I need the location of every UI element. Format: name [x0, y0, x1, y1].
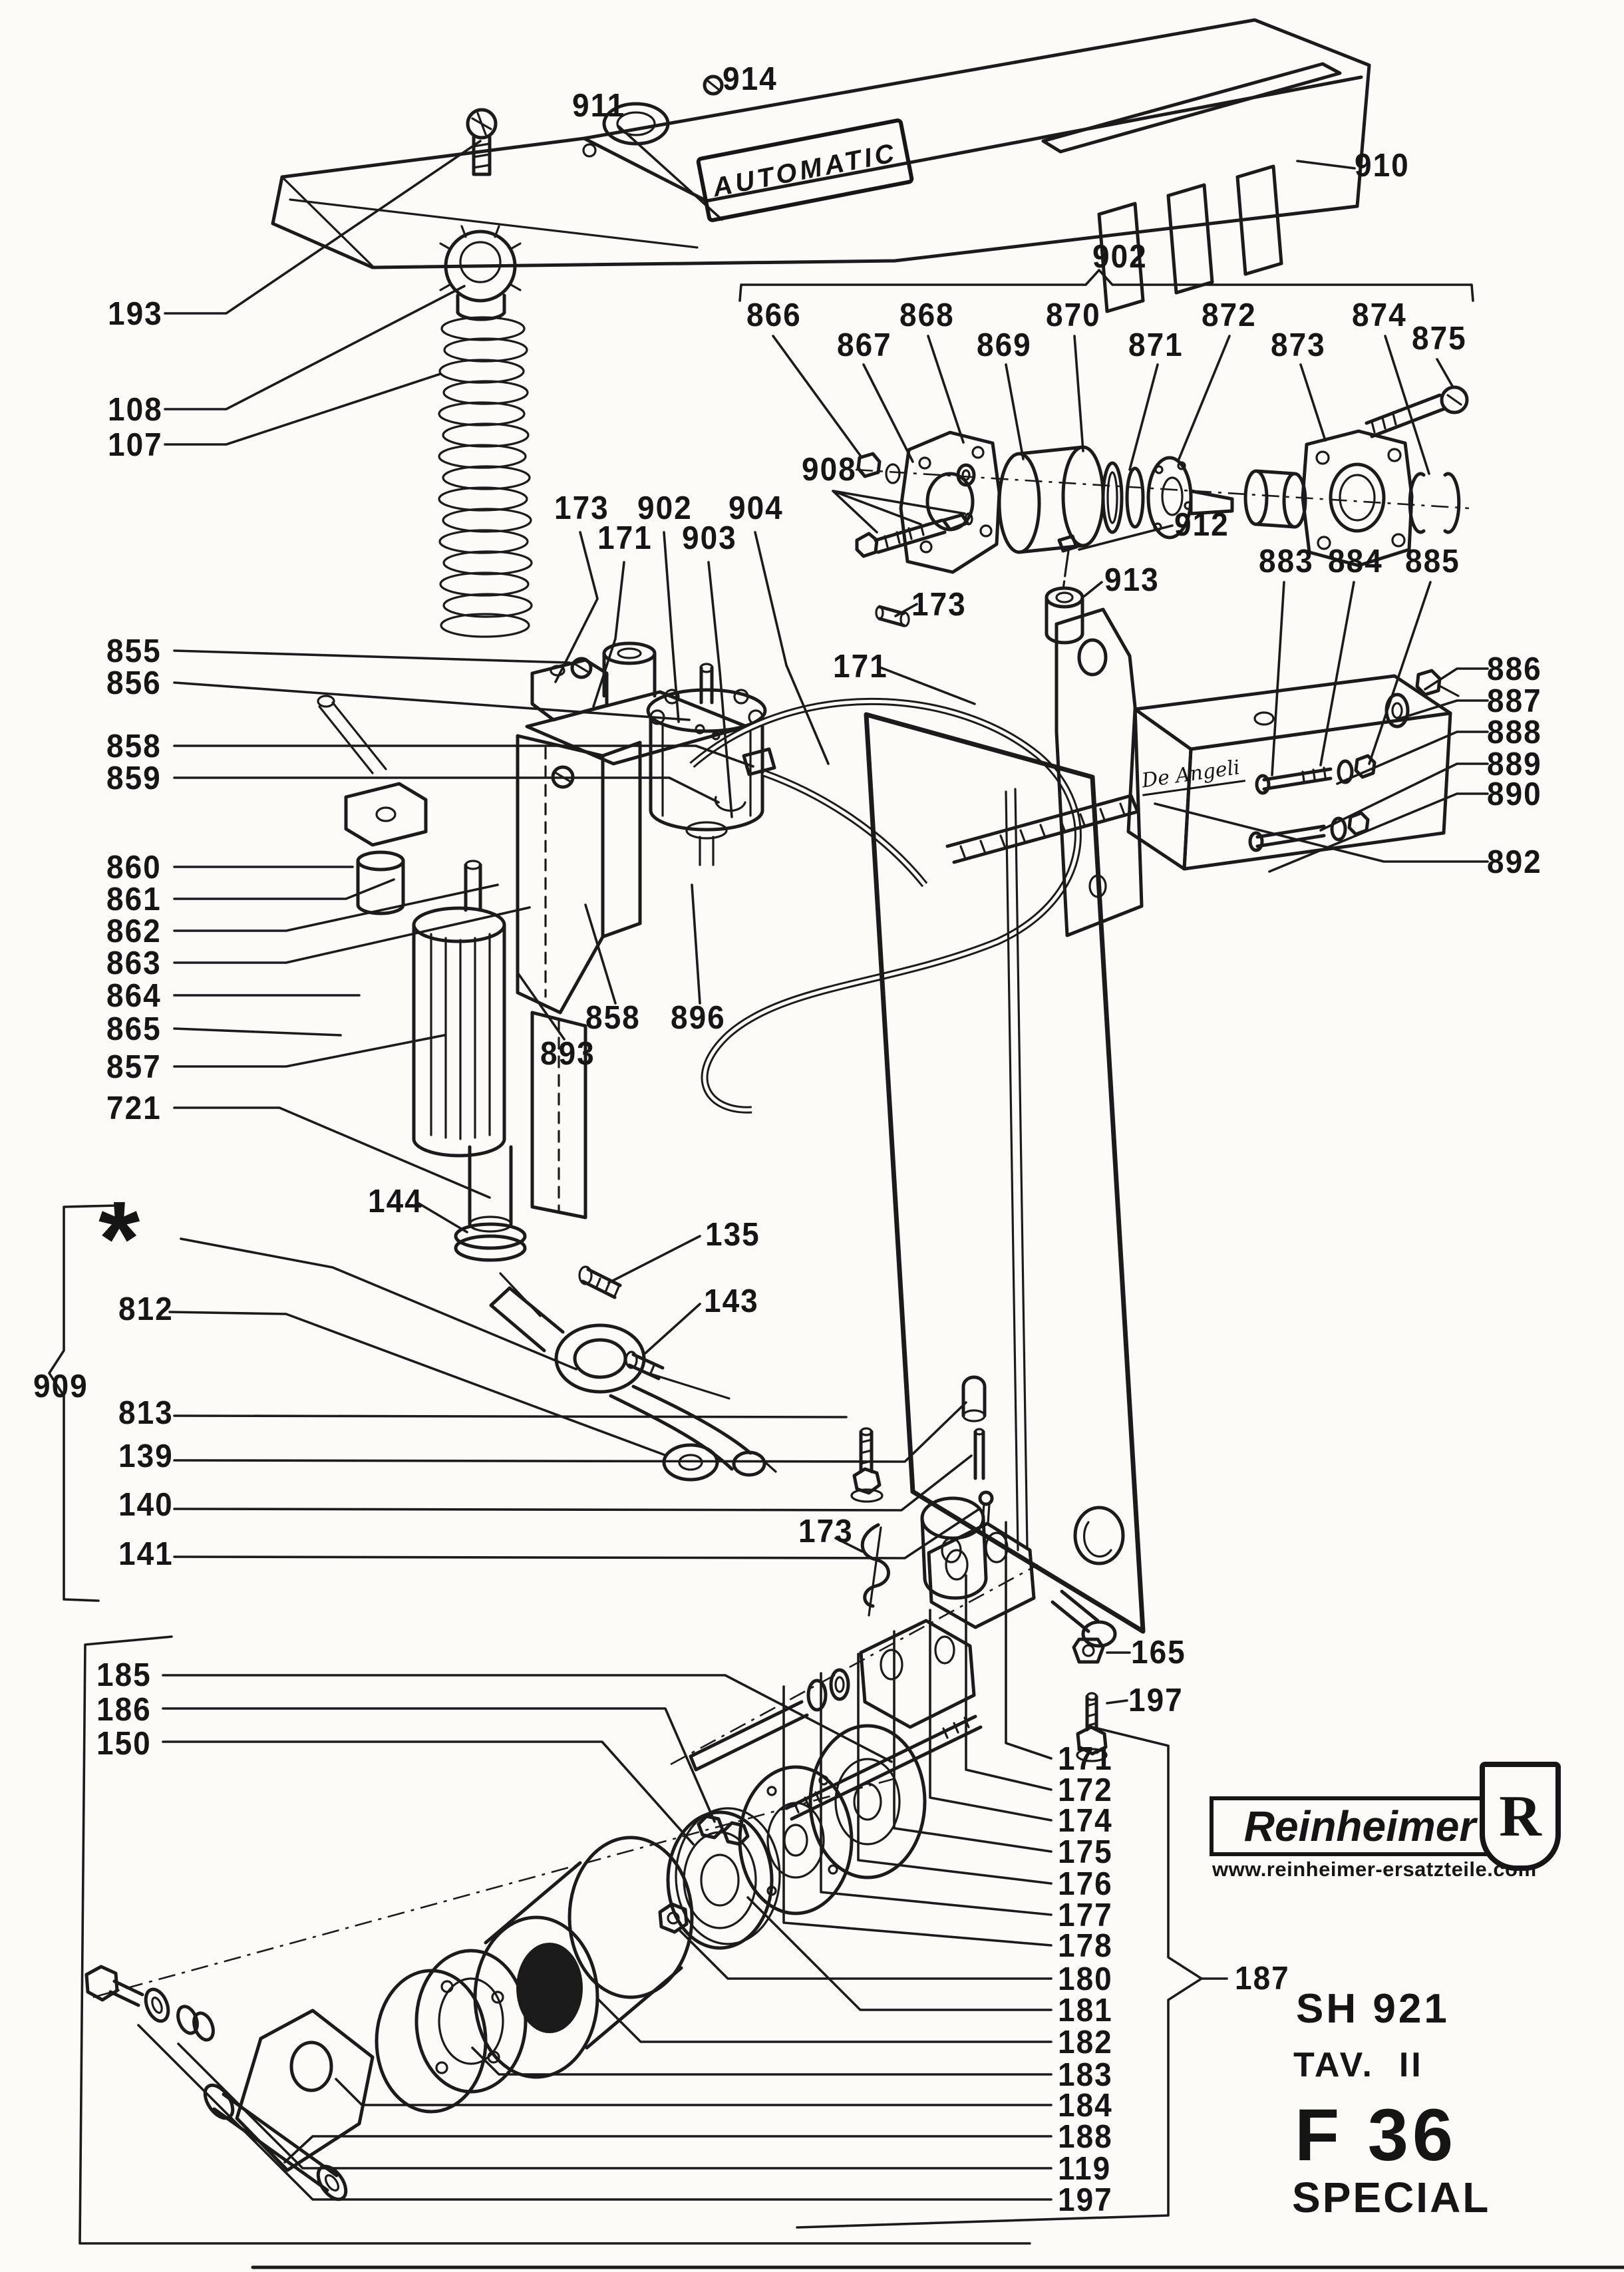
part-label-888: 888 [1487, 713, 1542, 750]
plate-number: TAV. II [1293, 2046, 1424, 2084]
part-label-912: 912 [1174, 506, 1229, 543]
part-label-175: 175 [1058, 1833, 1113, 1870]
part-label-870: 870 [1046, 296, 1101, 333]
part-label-887: 887 [1487, 682, 1542, 719]
column-spring [439, 317, 532, 637]
part-label-871: 871 [1128, 326, 1184, 363]
sheet-code: SH 921 [1296, 1986, 1450, 2032]
part-label-150: 150 [96, 1724, 152, 1762]
part-label-188: 188 [1058, 2118, 1113, 2155]
part-label-860: 860 [106, 848, 162, 886]
part-label-813: 813 [118, 1394, 174, 1431]
part-label-186: 186 [96, 1691, 152, 1728]
part-label-861: 861 [106, 880, 162, 917]
brand-website: www.reinheimer-ersatzteile.com [1212, 1858, 1537, 1881]
part-label-141: 141 [118, 1535, 174, 1572]
part-label-197-mid: 197 [1128, 1681, 1184, 1718]
part-label-197-b: 197 [1058, 2181, 1113, 2218]
part-label-859: 859 [106, 759, 162, 796]
part-label-812: 812 [118, 1290, 174, 1327]
part-label-883: 883 [1259, 542, 1314, 579]
part-label-140: 140 [118, 1486, 174, 1523]
part-label-863: 863 [106, 944, 162, 981]
model-name: F 36 [1295, 2094, 1458, 2176]
part-label-139: 139 [118, 1437, 174, 1474]
part-label-171-b: 171 [1058, 1740, 1113, 1777]
part-label-856: 856 [106, 664, 162, 701]
part-label-721: 721 [106, 1089, 162, 1126]
part-label-864: 864 [106, 977, 162, 1014]
asterisk-icon: * [98, 1179, 140, 1298]
brand-shield-monogram: R [1480, 1762, 1561, 1871]
part-label-178: 178 [1058, 1927, 1113, 1964]
part-label-165: 165 [1131, 1633, 1186, 1671]
part-label-176: 176 [1058, 1865, 1113, 1902]
guide-roller-parts [318, 696, 426, 913]
part-label-866: 866 [746, 296, 802, 333]
part-label-184: 184 [1058, 2086, 1113, 2124]
part-label-911: 911 [572, 86, 626, 124]
adjuster-screw [468, 110, 496, 174]
arm-assembly [532, 607, 1458, 935]
part-label-904: 904 [729, 489, 784, 526]
part-label-171-mid: 171 [597, 519, 653, 556]
part-label-896: 896 [671, 999, 726, 1036]
part-label-872: 872 [1202, 296, 1257, 333]
part-label-172: 172 [1058, 1771, 1113, 1808]
slide-prism [518, 736, 640, 1217]
part-label-182: 182 [1058, 2023, 1113, 2060]
part-label-181: 181 [1058, 1991, 1113, 2029]
part-label-875: 875 [1412, 319, 1467, 357]
part-label-885: 885 [1405, 542, 1460, 579]
part-label-180: 180 [1058, 1960, 1113, 1997]
part-label-884: 884 [1328, 542, 1383, 579]
hand-knob [440, 226, 520, 319]
part-label-868: 868 [899, 296, 955, 333]
part-label-865: 865 [106, 1010, 162, 1047]
clutch-pulley-assembly [86, 1726, 925, 2204]
group-braces [49, 270, 1624, 2267]
part-label-893: 893 [540, 1035, 595, 1072]
part-label-173-mid: 173 [554, 489, 609, 526]
part-label-177: 177 [1058, 1896, 1113, 1933]
part-label-193: 193 [108, 295, 163, 332]
model-variant: SPECIAL [1292, 2174, 1491, 2221]
part-label-855: 855 [106, 632, 162, 669]
part-label-889: 889 [1487, 745, 1542, 782]
brand-logo: Reinheimer [1210, 1796, 1510, 1856]
part-label-890: 890 [1487, 775, 1542, 812]
part-label-869: 869 [977, 326, 1032, 363]
part-label-886: 886 [1487, 650, 1542, 687]
part-label-107: 107 [108, 426, 163, 463]
part-label-914: 914 [723, 60, 778, 97]
part-label-858-left: 858 [106, 727, 162, 764]
part-label-874: 874 [1352, 296, 1407, 333]
part-label-857: 857 [106, 1048, 162, 1085]
part-label-185: 185 [96, 1656, 152, 1693]
part-label-913: 913 [1104, 561, 1160, 598]
part-label-902-group: 902 [1092, 238, 1148, 275]
part-label-867: 867 [837, 326, 892, 363]
part-label-108: 108 [108, 391, 163, 428]
leader-lines [138, 126, 1488, 2199]
cover-nameplate: AUTOMATIC [695, 118, 914, 223]
part-label-862: 862 [106, 912, 162, 949]
part-label-183: 183 [1058, 2056, 1113, 2093]
part-label-908: 908 [802, 450, 857, 488]
part-label-143: 143 [704, 1282, 759, 1319]
part-label-909: 909 [33, 1367, 88, 1404]
part-label-174: 174 [1058, 1802, 1113, 1839]
part-label-902-mid: 902 [637, 489, 693, 526]
hanging-plate [866, 715, 1143, 1631]
part-label-173-bottom: 173 [798, 1512, 854, 1549]
part-label-171-arm: 171 [833, 647, 888, 685]
part-label-903: 903 [682, 519, 737, 556]
part-label-144: 144 [368, 1182, 423, 1219]
part-label-910: 910 [1355, 146, 1410, 184]
drawing-signature: De Angeli [1139, 755, 1246, 796]
part-label-873: 873 [1271, 326, 1326, 363]
part-label-858-mid: 858 [585, 999, 641, 1036]
part-label-187: 187 [1235, 1959, 1290, 1997]
part-label-119: 119 [1058, 2150, 1112, 2187]
part-label-135: 135 [705, 1216, 760, 1253]
part-label-892: 892 [1487, 843, 1542, 880]
part-label-173-arm: 173 [911, 585, 967, 623]
